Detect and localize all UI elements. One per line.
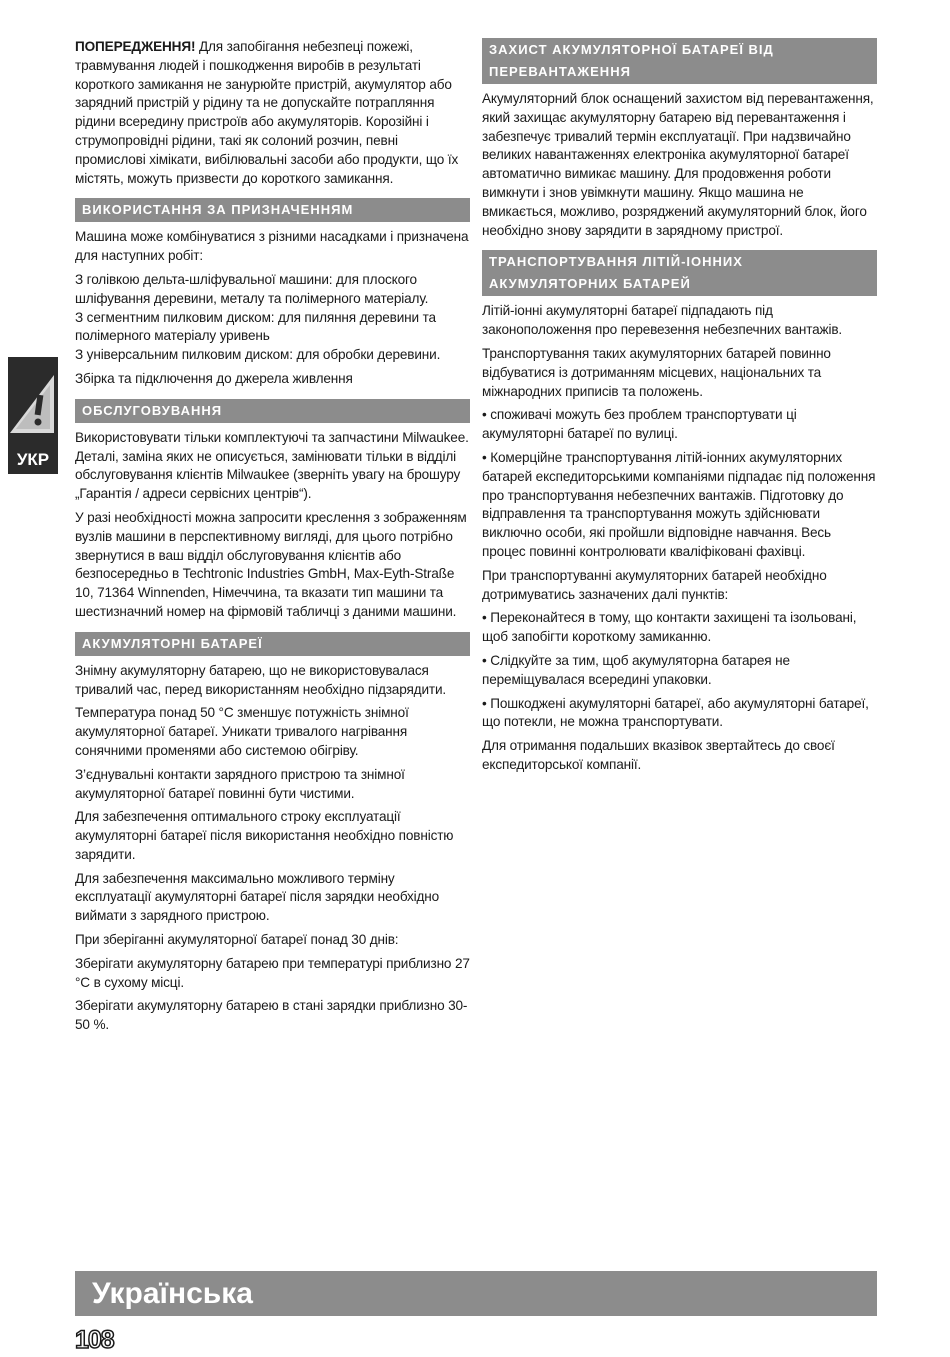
page-number: 108 (75, 1326, 114, 1354)
paragraph: При транспортуванні акумуляторних батарей необхідно дотримуватись зазначених далі пунктів: (482, 567, 827, 602)
bullet-item: • споживачі можуть без проблем транспортувати ці акумуляторні батареї по вулиці. (482, 407, 797, 442)
paragraph: З сегментним пилковим диском: для пиляння деревини та полімерного матеріалу уривень (75, 309, 436, 344)
right-column (482, 38, 877, 780)
warning-text: Для запобігання небезпеці пожежі, травмування людей і пошкодження виробів в результаті короткого замикання не занурюйте пристрій, акумулятор або зарядний пристрій у рідину та не допускайте потрапляння рідини всередину пристроїв або акумуляторів. Корозійні і струмопровідні рідини, такі як солоний розчин, певні промислові хімікати, вибілювальні засоби або продукти, що їх містять, можуть призвести до короткого замикання. (75, 39, 459, 186)
bullet-item: • Пошкоджені акумуляторні батареї, або акумуляторні батареї, що потекли, не можна транспортувати. (482, 695, 869, 730)
footer-language-title: Українська (92, 1277, 253, 1310)
paragraph: Зберігати акумуляторну батарею в стані зарядки приблизно 30-50 %. (75, 998, 468, 1033)
warning-paragraph (75, 38, 470, 188)
bullet-item: • Слідкуйте за тим, щоб акумуляторна батарея не переміщувалася всередині упаковки. (482, 652, 790, 687)
paragraph: У разі необхідності можна запросити креслення з зображенням вузлів машини в перспективному вигляді, для цього потрібно звернутися в ваш відділ обслуговування клієнтів або безпосередньо в Techtronic Industries GmbH, Max-Eyth-Straße 10, 71364 Winnenden, Німеччина, та вказати тип машини та шестизначний номер на фірмовій табличці з даними машини. (75, 509, 467, 619)
paragraph: Знімну акумуляторну батарею, що не використовувалася тривалий час, перед використанням необхідно підзарядити. (75, 662, 447, 697)
paragraph: Транспортування таких акумуляторних батарей повинно відбуватися із дотриманням місцевих, національних та міжнародних приписів та положень. (482, 345, 831, 399)
paragraph: Акумуляторний блок оснащений захистом від перевантаження, який захищає акумуляторну батарею від перевантаження і забезпечує тривалий термін експлуатації. При надзвичайно великих навантаженнях електроніка акумуляторної батареї автоматично вимикає машину. Для продовження роботи вимкнути і знов увімкнути машину. Якщо машина не вмикається, можливо, розряджений акумуляторний блок, його необхідно знову зарядити в зарядному пристрої. (482, 91, 874, 238)
paragraph: Для забезпечення оптимального строку експлуатації акумуляторні батареї після використання необхідно повністю зарядити. (75, 809, 454, 862)
warning-triangle-icon (8, 361, 58, 441)
paragraph: Використовувати тільки комплектуючі та запчастини Milwaukee. Деталі, заміна яких не описується, замінювати тільки в відділі обслуговування клієнтів Milwaukee (зверніть увагу на брошуру „Гарантія / адреси сервісних центрів“). (75, 429, 469, 502)
paragraph: З’єднувальні контакти зарядного пристрою та знімної акумуляторної батареї повинні бути чистими. (75, 766, 405, 801)
warning-label: ПОПЕРЕДЖЕННЯ! (75, 39, 196, 54)
paragraph: Літій-іонні акумуляторні батареї підпадають під законоположення про перевезення небезпечних вантажів. (482, 303, 843, 338)
paragraph: При зберіганні акумуляторної батареї понад 30 днів: (75, 932, 399, 948)
language-side-tab (8, 357, 58, 474)
section-heading-transport: ТРАНСПОРТУВАННЯ ЛІТІЙ-ІОННИХ АКУМУЛЯТОРНИХ БАТАРЕЙ (482, 250, 877, 296)
section-heading-overload-protection: ЗАХИСТ АКУМУЛЯТОРНОЇ БАТАРЕЇ ВІД ПЕРЕВАНТАЖЕННЯ (482, 38, 877, 84)
paragraph: З універсальним пилковим диском: для обробки деревини. (75, 347, 441, 363)
paragraph: Машина може комбінуватися з різними насадками і призначена для наступних робіт: (75, 229, 469, 264)
footer-language-bar (75, 1271, 877, 1316)
bullet-item: • Переконайтеся в тому, що контакти захищені та ізольовані, щоб запобігти короткому замиканню. (482, 610, 857, 645)
section-heading-intended-use: ВИКОРИСТАННЯ ЗА ПРИЗНАЧЕННЯМ (75, 198, 470, 222)
paragraph: Зберігати акумуляторну батарею при температурі приблизно 27 °C в сухому місці. (75, 955, 470, 990)
bullet-item: • Комерційне транспортування літій-іонних акумуляторних батарей експедиторськими компаніями підпадає під положення про транспортування небезпечних вантажів. Підготовку до відправлення та транспортування можуть здійснювати виключно особи, які пройшли відповідне навчання. Весь процес повинні контролювати кваліфіковані фахівці. (482, 449, 876, 559)
left-column (75, 38, 470, 1040)
section-heading-maintenance: ОБСЛУГОВУВАННЯ (75, 399, 470, 423)
paragraph: Для отримання подальших вказівок звертайтесь до своєї експедиторської компанії. (482, 738, 835, 772)
paragraph: Збірка та підключення до джерела живлення (75, 370, 353, 386)
paragraph: Для забезпечення максимально можливого терміну експлуатації акумуляторні батареї після зарядки необхідно виймати з зарядного пристрою. (75, 870, 440, 924)
paragraph: Температура понад 50 °C зменшує потужність знімної акумуляторної батареї. Уникати тривалого нагрівання сонячними променями або системою обігріву. (75, 705, 409, 758)
section-heading-batteries: АКУМУЛЯТОРНІ БАТАРЕЇ (75, 632, 470, 656)
language-code-label: УКР (16, 450, 50, 469)
paragraph: З голівкою дельта-шліфувальної машини: для плоского шліфування деревини, металу та полімерного матеріалу. (75, 271, 429, 306)
